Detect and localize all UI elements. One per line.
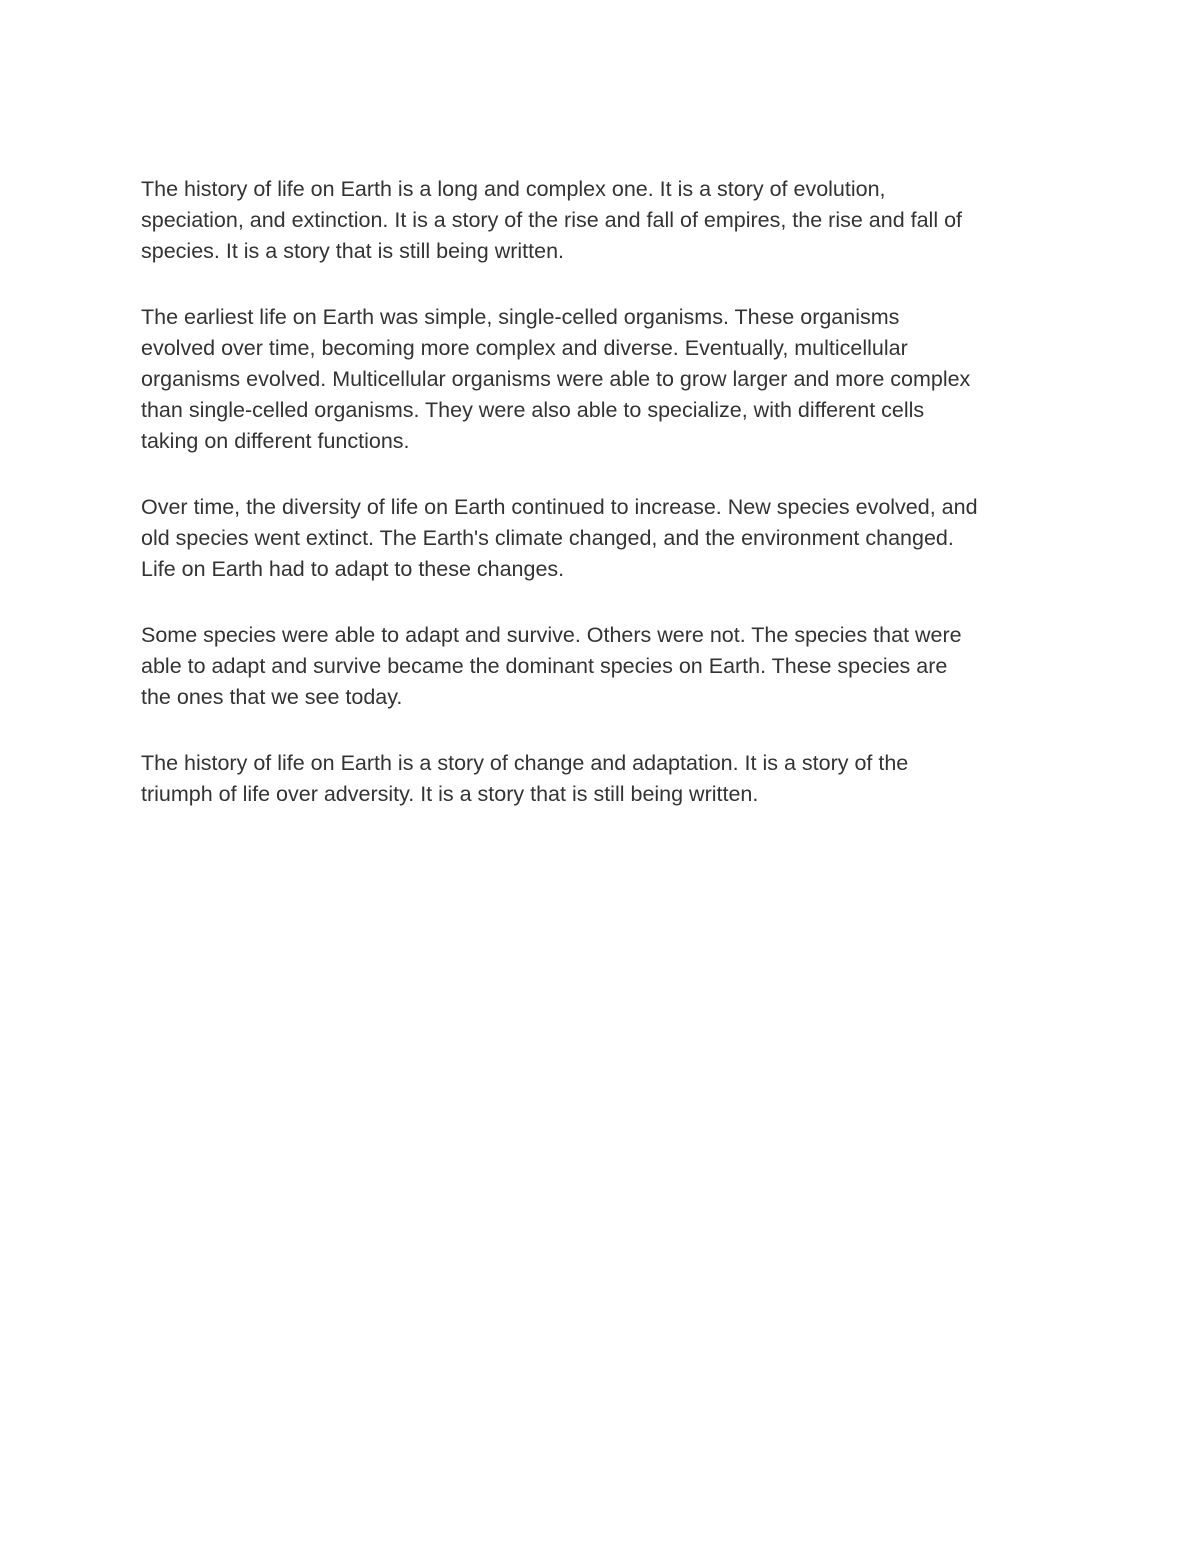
paragraph-line: speciation, and extinction. It is a story of the rise and fall of empires, the rise and fall of xyxy=(141,208,963,232)
paragraph-line: old species went extinct. The Earth's climate changed, and the environment changed. xyxy=(141,526,954,550)
paragraph-line: Some species were able to adapt and survive. Others were not. The species that were xyxy=(141,623,962,647)
paragraph-line: taking on different functions. xyxy=(141,429,410,453)
paragraph-line: Over time, the diversity of life on Earth continued to increase. New species evolved, and xyxy=(141,495,978,519)
paragraph-line: The history of life on Earth is a long and complex one. It is a story of evolution, xyxy=(141,177,886,201)
paragraph-line: triumph of life over adversity. It is a story that is still being written. xyxy=(141,782,759,806)
paragraph-3 xyxy=(141,492,1071,585)
paragraph-5 xyxy=(141,748,1071,810)
paragraph-line: the ones that we see today. xyxy=(141,685,403,709)
paragraph-4 xyxy=(141,620,1071,713)
paragraph-2 xyxy=(141,302,1071,457)
paragraph-line: species. It is a story that is still being written. xyxy=(141,239,564,263)
paragraph-line: evolved over time, becoming more complex and diverse. Eventually, multicellular xyxy=(141,336,908,360)
paragraph-line: Life on Earth had to adapt to these changes. xyxy=(141,557,565,581)
paragraph-line: The earliest life on Earth was simple, single-celled organisms. These organisms xyxy=(141,305,900,329)
paragraph-line: The history of life on Earth is a story of change and adaptation. It is a story of the xyxy=(141,751,909,775)
paragraph-line: organisms evolved. Multicellular organisms were able to grow larger and more complex xyxy=(141,367,971,391)
document-body xyxy=(141,174,1071,845)
paragraph-line: able to adapt and survive became the dominant species on Earth. These species are xyxy=(141,654,948,678)
paragraph-1 xyxy=(141,174,1071,267)
paragraph-line: than single-celled organisms. They were also able to specialize, with different cells xyxy=(141,398,925,422)
